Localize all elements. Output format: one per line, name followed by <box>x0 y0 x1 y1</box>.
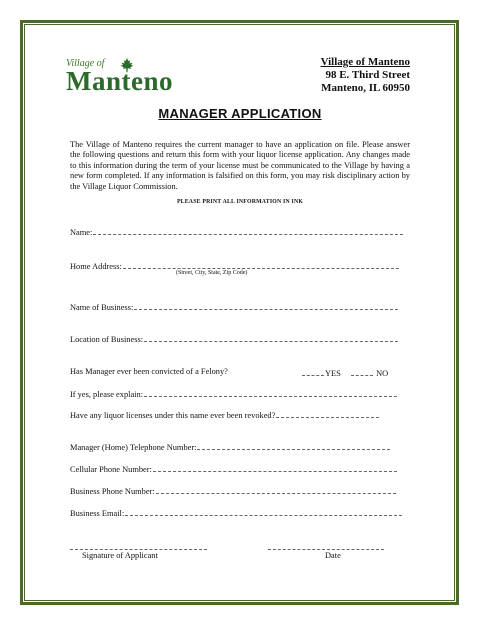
home-phone-label: Manager (Home) Telephone Number: <box>70 443 197 452</box>
cell-phone-label: Cellular Phone Number: <box>70 465 152 474</box>
form-title: MANAGER APPLICATION <box>158 106 322 121</box>
date-line[interactable] <box>268 548 384 550</box>
business-email-field[interactable] <box>70 507 402 518</box>
felony-no-option[interactable] <box>351 367 388 378</box>
address-hint: (Street, City, State, Zip Code) <box>176 270 248 276</box>
yes-label: YES <box>325 369 341 378</box>
business-name-line[interactable] <box>134 301 398 310</box>
felony-label: Has Manager ever been convicted of a Felony? <box>70 367 228 376</box>
business-name-field[interactable] <box>70 301 398 312</box>
home-address-label: Home Address: <box>70 262 122 271</box>
name-field[interactable] <box>70 226 403 237</box>
business-email-label: Business Email: <box>70 509 125 518</box>
no-blank[interactable] <box>351 367 373 376</box>
home-address-line[interactable] <box>123 260 399 269</box>
business-location-field[interactable] <box>70 333 398 344</box>
village-address <box>321 56 410 95</box>
felony-yes-option[interactable] <box>302 367 341 378</box>
print-instruction: PLEASE PRINT ALL INFORMATION IN INK <box>176 199 304 205</box>
address-line-3: Manteno, IL 60950 <box>321 82 410 94</box>
village-logo <box>66 56 186 96</box>
revoked-label: Have any liquor licenses under this name ever been revoked? <box>70 411 276 420</box>
home-phone-field[interactable] <box>70 441 390 452</box>
logo-big-text: Manteno <box>66 66 173 96</box>
revoked-field[interactable] <box>70 409 379 420</box>
revoked-line[interactable] <box>276 409 379 418</box>
explain-line[interactable] <box>144 388 397 397</box>
cell-phone-line[interactable] <box>153 463 397 472</box>
business-email-line[interactable] <box>125 507 402 516</box>
business-location-line[interactable] <box>144 333 398 342</box>
business-phone-line[interactable] <box>156 485 396 494</box>
applicant-signature-label: Signature of Applicant <box>82 551 158 560</box>
explain-label: If yes, please explain: <box>70 390 144 399</box>
business-location-label: Location of Business: <box>70 335 144 344</box>
business-name-label: Name of Business: <box>70 303 134 312</box>
name-line[interactable] <box>93 226 403 235</box>
business-phone-field[interactable] <box>70 485 396 496</box>
yes-blank[interactable] <box>302 367 324 376</box>
cell-phone-field[interactable] <box>70 463 397 474</box>
address-line-2: 98 E. Third Street <box>325 69 410 81</box>
explain-field[interactable] <box>70 388 397 399</box>
business-phone-label: Business Phone Number: <box>70 487 155 496</box>
address-line-1: Village of Manteno <box>320 56 410 68</box>
home-phone-line[interactable] <box>197 441 390 450</box>
no-label: NO <box>376 369 389 378</box>
date-label: Date <box>325 551 341 560</box>
intro-paragraph: The Village of Manteno requires the current manager to have an application on file. Please answer the following questions and return this form with your liquor license application. Any changes made to this information during the term of your license must be communicated to the Village by having a new form completed. If any information is falsified on this form, you may risk disciplinary action by the Village Liquor Commission. <box>70 140 410 191</box>
logo-small-text: Village of <box>66 58 105 69</box>
felony-question <box>70 367 228 376</box>
applicant-signature-line[interactable] <box>70 548 207 550</box>
name-label: Name: <box>70 228 93 237</box>
